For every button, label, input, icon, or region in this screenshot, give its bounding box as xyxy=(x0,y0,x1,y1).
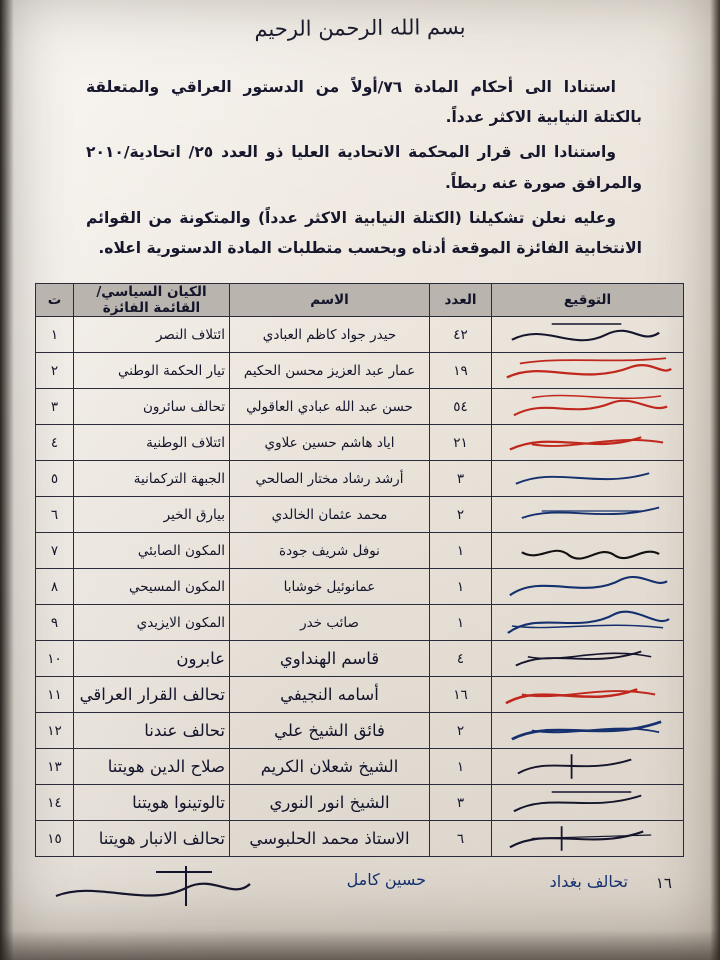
table-row xyxy=(36,641,684,677)
leader-name-cell: الشيخ شعلان الكريم xyxy=(230,749,430,785)
signature-cell xyxy=(492,389,684,425)
signature-mark xyxy=(492,497,683,532)
signature-mark xyxy=(492,425,683,460)
political-entity-cell: تحالف القرار العراقي xyxy=(74,677,230,713)
signature-cell xyxy=(492,749,684,785)
signature-mark xyxy=(492,389,683,424)
seat-count-cell: ١ xyxy=(430,569,492,605)
signature-mark xyxy=(492,677,683,712)
column-header-signature: التوقيع xyxy=(492,284,684,317)
basmala-heading: بسم الله الرحمن الرحيم xyxy=(254,14,466,42)
leader-name-cell: أرشد رشاد مختار الصالحي xyxy=(230,461,430,497)
row-index-cell: ٦ xyxy=(36,497,74,533)
political-entity-cell: ائتلاف الوطنية xyxy=(74,425,230,461)
signature-cell xyxy=(492,353,684,389)
signature-cell xyxy=(492,461,684,497)
signature-mark xyxy=(492,353,683,388)
political-entity-cell: عابرون xyxy=(74,641,230,677)
row-index-cell: ٤ xyxy=(36,425,74,461)
leader-name-cell: عمار عبد العزيز محسن الحكيم xyxy=(230,353,430,389)
signature-mark xyxy=(492,569,683,604)
leader-name-cell: نوفل شريف جودة xyxy=(230,533,430,569)
winners-table xyxy=(35,283,684,857)
page-edge-shadow-right xyxy=(710,0,720,960)
political-entity-cell: بيارق الخير xyxy=(74,497,230,533)
row-index-cell: ٢ xyxy=(36,353,74,389)
signature-mark xyxy=(492,461,683,496)
political-entity-cell: تيار الحكمة الوطني xyxy=(74,353,230,389)
signature-mark xyxy=(492,821,683,856)
last-row-entity: تحالف بغداد xyxy=(549,872,628,891)
seat-count-cell: ٤٢ xyxy=(430,317,492,353)
signature-mark xyxy=(492,317,683,352)
leader-name-cell: الشيخ انور النوري xyxy=(230,785,430,821)
row-index-cell: ٥ xyxy=(36,461,74,497)
column-header-index: ت xyxy=(36,284,74,317)
table-row xyxy=(36,677,684,713)
row-index-cell: ٣ xyxy=(36,389,74,425)
seat-count-cell: ٢ xyxy=(430,713,492,749)
table-row xyxy=(36,497,684,533)
seat-count-cell: ١ xyxy=(430,533,492,569)
body-paragraph-3: وعليه نعلن تشكيلنا (الكتلة النيابية الاكثر عدداً) والمتكونة من القوائم الانتخابية الفائزة الموقعة أدناه وبحسب متطلبات المادة الدستورية اعلاه. xyxy=(86,208,642,258)
seat-count-cell: ٢١ xyxy=(430,425,492,461)
page-edge-shadow-left xyxy=(0,0,14,960)
table-row xyxy=(36,389,684,425)
signature-cell xyxy=(492,677,684,713)
signature-cell xyxy=(492,533,684,569)
table-header-row xyxy=(36,284,684,317)
row-index-cell: ١ xyxy=(36,317,74,353)
column-header-entity: الكيان السياسي/ القائمة الفائزة xyxy=(74,284,230,317)
signature-mark xyxy=(492,533,683,568)
signature-cell xyxy=(492,641,684,677)
last-row-text xyxy=(36,866,676,906)
row-index-cell: ٨ xyxy=(36,569,74,605)
political-entity-cell: ائتلاف النصر xyxy=(74,317,230,353)
political-entity-cell: المكون الايزيدي xyxy=(74,605,230,641)
signature-cell xyxy=(492,569,684,605)
row-index-cell: ١٤ xyxy=(36,785,74,821)
signature-mark xyxy=(492,605,683,640)
signature-cell xyxy=(492,497,684,533)
leader-name-cell: أسامه النجيفي xyxy=(230,677,430,713)
seat-count-cell: ٦ xyxy=(430,821,492,857)
political-entity-cell: الجبهة التركمانية xyxy=(74,461,230,497)
table-row xyxy=(36,353,684,389)
column-header-name: الاسم xyxy=(230,284,430,317)
signature-cell xyxy=(492,425,684,461)
table-body xyxy=(36,317,684,857)
row-index-cell: ١٢ xyxy=(36,713,74,749)
signature-cell xyxy=(492,785,684,821)
row-index-cell: ١٠ xyxy=(36,641,74,677)
political-entity-cell: المكون المسيحي xyxy=(74,569,230,605)
table-row xyxy=(36,605,684,641)
signature-mark xyxy=(492,641,683,676)
row-index-cell: ١٥ xyxy=(36,821,74,857)
body-paragraph-2: واستنادا الى قرار المحكمة الاتحادية العليا ذو العدد ٢٥/ اتحادية/٢٠١٠ والمرافق صورة عنه ربطاً. xyxy=(86,143,642,192)
last-row-name: حسين كامل xyxy=(346,870,426,889)
signature-cell xyxy=(492,317,684,353)
row-index-cell: ١٣ xyxy=(36,749,74,785)
political-entity-cell: تالوتينوا هويتنا xyxy=(74,785,230,821)
seat-count-cell: ٤ xyxy=(430,641,492,677)
signature-cell xyxy=(492,713,684,749)
political-entity-cell: تحالف سائرون xyxy=(74,389,230,425)
signature-mark xyxy=(492,713,683,748)
seat-count-cell: ٥٤ xyxy=(430,389,492,425)
leader-name-cell: محمد عثمان الخالدي xyxy=(230,497,430,533)
leader-name-cell: الاستاذ محمد الحلبوسي xyxy=(230,821,430,857)
seat-count-cell: ٢ xyxy=(430,497,492,533)
table-row xyxy=(36,461,684,497)
seat-count-cell: ٣ xyxy=(430,785,492,821)
row-index-cell: ٩ xyxy=(36,605,74,641)
signature-cell xyxy=(492,605,684,641)
leader-name-cell: قاسم الهنداوي xyxy=(230,641,430,677)
table-row xyxy=(36,785,684,821)
leader-name-cell: حسن عبد الله عبادي العاقولي xyxy=(230,389,430,425)
document-body xyxy=(86,72,642,268)
last-row-index: ١٦ xyxy=(655,874,672,892)
table-row xyxy=(36,749,684,785)
seat-count-cell: ١٦ xyxy=(430,677,492,713)
row-index-cell: ١١ xyxy=(36,677,74,713)
table-row xyxy=(36,713,684,749)
leader-name-cell: حيدر جواد كاظم العبادي xyxy=(230,317,430,353)
political-entity-cell: تحالف الانبار هويتنا xyxy=(74,821,230,857)
signature-mark xyxy=(492,785,683,820)
leader-name-cell: اياد هاشم حسين علاوي xyxy=(230,425,430,461)
leader-name-cell: صائب خدر xyxy=(230,605,430,641)
seat-count-cell: ١ xyxy=(430,605,492,641)
page-edge-shadow-bottom xyxy=(0,930,720,960)
political-entity-cell: تحالف عندنا xyxy=(74,713,230,749)
political-entity-cell: المكون الصابئي xyxy=(74,533,230,569)
seat-count-cell: ١٩ xyxy=(430,353,492,389)
signature-cell xyxy=(492,821,684,857)
seat-count-cell: ٣ xyxy=(430,461,492,497)
row-index-cell: ٧ xyxy=(36,533,74,569)
leader-name-cell: عمانوئيل خوشابا xyxy=(230,569,430,605)
table-row xyxy=(36,533,684,569)
political-entity-cell: صلاح الدين هويتنا xyxy=(74,749,230,785)
body-paragraph-1: استنادا الى أحكام المادة ٧٦/أولاً من الدستور العراقي والمتعلقة بالكتلة النيابية الاكثر عدداً. xyxy=(86,78,642,127)
table-row xyxy=(36,317,684,353)
leader-name-cell: فائق الشيخ علي xyxy=(230,713,430,749)
table-row xyxy=(36,569,684,605)
column-header-count: العدد xyxy=(430,284,492,317)
seat-count-cell: ١ xyxy=(430,749,492,785)
table-row xyxy=(36,821,684,857)
signature-mark xyxy=(492,749,683,784)
table-row xyxy=(36,425,684,461)
